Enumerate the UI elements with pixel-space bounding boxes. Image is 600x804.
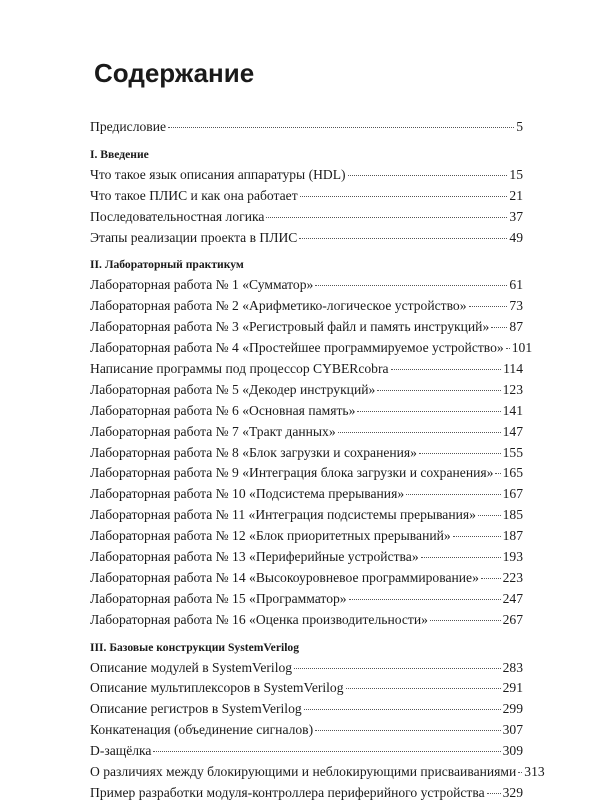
toc-entry-label: Лабораторная работа № 5 «Декодер инструкций»	[90, 381, 376, 397]
toc-entry[interactable]	[90, 463, 523, 484]
toc-entry-page: 5	[516, 119, 523, 134]
dot-leader	[506, 348, 510, 349]
toc-entry[interactable]	[90, 699, 523, 720]
toc-entry-page: 193	[502, 549, 523, 565]
toc-entry-page: 147	[502, 423, 523, 439]
toc-entry[interactable]	[90, 296, 523, 317]
toc-entry-page: 73	[509, 298, 523, 314]
toc-entry-page: 307	[502, 722, 523, 738]
dot-leader	[300, 196, 508, 197]
toc-entry-page: 291	[502, 680, 523, 696]
toc-entry-label: Лабораторная работа № 16 «Оценка производительности»	[90, 611, 428, 627]
toc-entry-label: Написание программы под процессор CYBERcobra	[90, 361, 389, 377]
toc-entry-page: 114	[503, 361, 523, 377]
toc-entry[interactable]	[90, 422, 523, 443]
toc-entry-label: Конкатенация (объединение сигналов)	[90, 722, 314, 738]
toc-entry[interactable]	[90, 547, 523, 568]
toc-entry-label: Лабораторная работа № 10 «Подсистема прерывания»	[90, 486, 405, 502]
section-spacer	[90, 248, 523, 255]
dot-leader	[348, 175, 508, 176]
toc-entry-label: Лабораторная работа № 13 «Периферийные устройства»	[90, 549, 419, 565]
section-heading: I. Введение	[90, 147, 149, 161]
toc-entry-label: Лабораторная работа № 15 «Программатор»	[90, 590, 347, 606]
toc-entry-label: Лабораторная работа № 4 «Простейшее программируемое устройство»	[90, 340, 504, 356]
toc-entry[interactable]	[90, 380, 523, 401]
dot-leader	[315, 285, 507, 286]
toc-entry[interactable]	[90, 678, 523, 699]
dot-leader	[357, 411, 500, 412]
dot-leader	[491, 327, 507, 328]
toc-entry-page: 313	[524, 764, 545, 780]
toc-entry-label: О различиях между блокирующими и неблокирующими присваиваниями	[90, 764, 517, 780]
dot-leader	[346, 688, 501, 689]
toc-entry[interactable]	[90, 275, 523, 296]
toc-entry-label: Лабораторная работа № 3 «Регистровый файл и память инструкций»	[90, 319, 490, 335]
dot-leader	[153, 751, 500, 752]
toc-entry-page: 247	[502, 590, 523, 606]
section-heading: III. Базовые конструкции SystemVerilog	[90, 640, 300, 654]
toc-entry-page: 187	[502, 528, 523, 544]
dot-leader	[315, 730, 500, 731]
toc-entry-page: 49	[509, 229, 523, 245]
dot-leader	[453, 536, 501, 537]
toc-entry[interactable]	[90, 228, 523, 249]
toc-entry-page: 37	[509, 208, 523, 224]
toc-entry[interactable]	[90, 783, 523, 804]
toc-entry-label: Лабораторная работа № 11 «Интеграция подсистемы прерывания»	[90, 507, 476, 523]
toc-entry-label: Описание модулей в SystemVerilog	[90, 659, 293, 675]
dot-leader	[419, 453, 501, 454]
toc-entry-page: 101	[511, 340, 533, 356]
dot-leader	[168, 127, 514, 128]
toc-entry-label: Лабораторная работа № 9 «Интеграция блока загрузки и сохранения»	[90, 465, 494, 481]
toc-entry-page: 87	[509, 319, 523, 335]
dot-leader	[421, 557, 501, 558]
section-spacer	[90, 631, 523, 638]
dot-leader	[266, 217, 507, 218]
toc-entry-label: Что такое язык описания аппаратуры (HDL)	[90, 166, 346, 182]
toc-entry-label: Пример разработки модуля-контроллера периферийного устройства	[90, 784, 485, 800]
dot-leader	[481, 578, 501, 579]
toc-entry[interactable]	[90, 443, 523, 464]
dot-leader	[294, 668, 501, 669]
toc-entry-page: 15	[509, 166, 523, 182]
toc-entry-label: Этапы реализации проекта в ПЛИС	[90, 229, 298, 245]
toc-entry-label: D-защёлка	[90, 743, 152, 759]
toc-entry-label: Что такое ПЛИС и как она работает	[90, 187, 298, 203]
dot-leader	[430, 620, 501, 621]
toc-entry-label: Лабораторная работа № 8 «Блок загрузки и сохранения»	[90, 444, 417, 460]
toc-entry-label: Описание регистров в SystemVerilog	[90, 701, 302, 717]
toc-entry[interactable]	[90, 165, 523, 186]
toc-entry-page: 155	[502, 444, 523, 460]
toc-entry-label: Описание мультиплексоров в SystemVerilog	[90, 680, 344, 696]
dot-leader	[518, 772, 522, 773]
dot-leader	[299, 238, 507, 239]
toc-entry-label: Последовательностная логика	[90, 208, 265, 224]
toc-entry-preface[interactable]	[90, 117, 523, 138]
toc-entry[interactable]	[90, 338, 533, 359]
toc-entry-page: 21	[509, 187, 523, 203]
section-spacer	[90, 138, 523, 145]
dot-leader	[469, 306, 508, 307]
toc-entry-page: 61	[509, 277, 523, 293]
toc-entry-page: 123	[502, 381, 523, 397]
toc-entry-page: 165	[502, 465, 523, 481]
toc-entry[interactable]	[90, 762, 545, 783]
toc-entry-page: 309	[502, 743, 523, 759]
toc-entry[interactable]	[90, 568, 523, 589]
toc-entry-label: Лабораторная работа № 6 «Основная память»	[90, 402, 356, 418]
toc-entry[interactable]	[90, 207, 523, 228]
toc-entry-page: 283	[502, 659, 523, 675]
toc-entry[interactable]	[90, 589, 523, 610]
toc-entry-page: 329	[502, 784, 523, 800]
section-heading: II. Лабораторный практикум	[90, 258, 244, 272]
dot-leader	[377, 390, 500, 391]
toc-entry-page: 267	[502, 611, 523, 627]
dot-leader	[478, 515, 501, 516]
dot-leader	[495, 473, 500, 474]
toc-entry[interactable]	[90, 484, 523, 505]
dot-leader	[338, 432, 501, 433]
dot-leader	[349, 599, 501, 600]
toc-entry[interactable]	[90, 741, 523, 762]
dot-leader	[304, 709, 501, 710]
toc-entry[interactable]	[90, 186, 523, 207]
toc-entry-page: 223	[502, 569, 523, 585]
toc-entry-page: 299	[502, 701, 523, 717]
dot-leader	[487, 793, 501, 794]
toc-entry[interactable]	[90, 720, 523, 741]
toc-entry[interactable]	[90, 610, 523, 631]
toc-entry-page: 167	[502, 486, 523, 502]
toc-entry[interactable]	[90, 401, 523, 422]
toc-entry-label: Лабораторная работа № 14 «Высокоуровневое программирование»	[90, 569, 479, 585]
toc-entry-label: Лабораторная работа № 1 «Сумматор»	[90, 277, 314, 293]
toc-entry-page: 185	[502, 507, 523, 523]
toc-entry[interactable]	[90, 505, 523, 526]
toc-entry[interactable]	[90, 359, 523, 380]
toc-entry[interactable]	[90, 526, 523, 547]
toc-entry-label: Лабораторная работа № 7 «Тракт данных»	[90, 423, 336, 439]
toc-entry[interactable]	[90, 658, 523, 679]
toc-entry-page: 141	[502, 402, 523, 418]
table-of-contents	[90, 117, 545, 804]
dot-leader	[406, 494, 500, 495]
toc-entry[interactable]	[90, 317, 523, 338]
toc-entry-label: Лабораторная работа № 12 «Блок приоритетных прерываний»	[90, 528, 451, 544]
dot-leader	[391, 369, 502, 370]
toc-entry-label: Лабораторная работа № 2 «Арифметико-логическое устройство»	[90, 298, 467, 314]
toc-entry-label: Предисловие	[90, 119, 167, 134]
page-title: Содержание	[94, 58, 255, 88]
